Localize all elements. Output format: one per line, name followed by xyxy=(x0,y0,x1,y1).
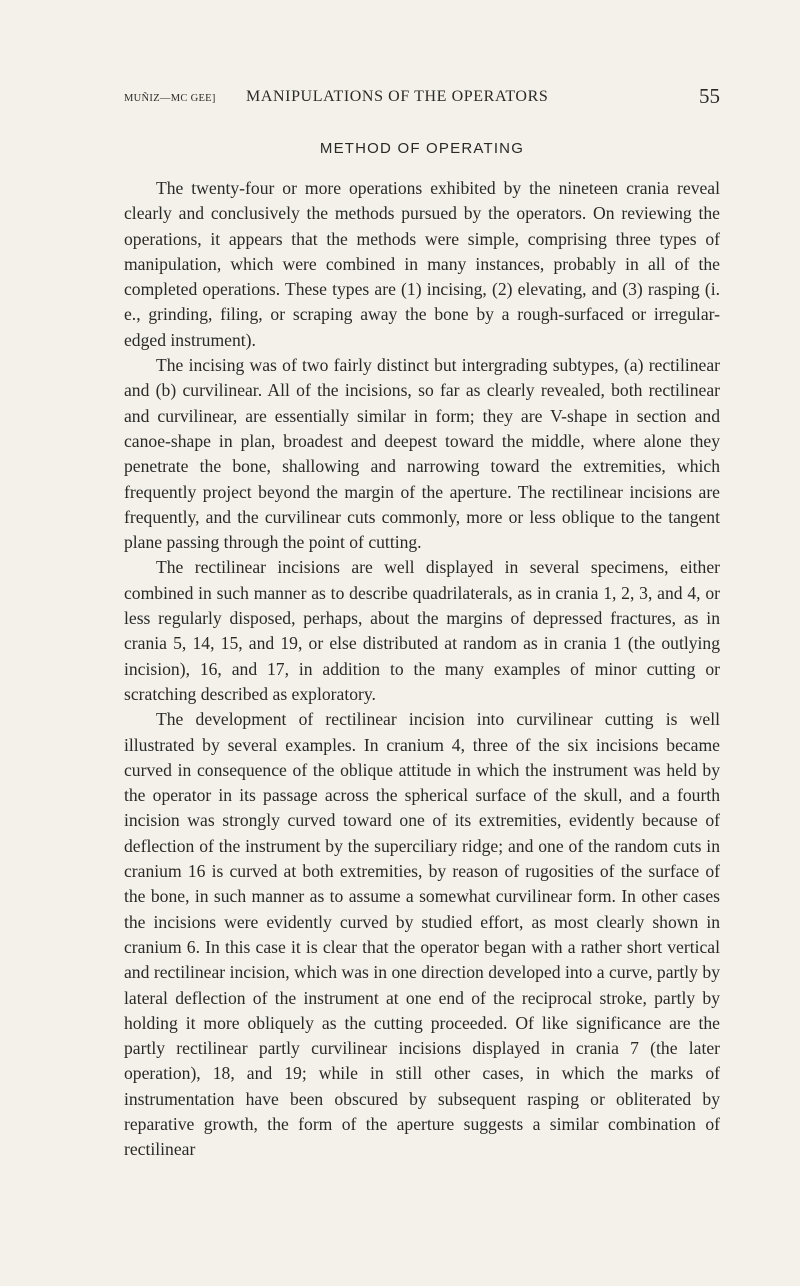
paragraph: The rectilinear incisions are well displayed in several specimens, either combined in such manner as to describe quadrilaterals, as in crania 1, 2, 3, and 4, or less regularly disposed, perhaps, about the margins of depressed fractures, as in crania 5, 14, 15, and 19, or else distributed at random as in crania 1 (the outlying incision), 16, and 17, in addition to the many examples of minor cutting or scratching described as exploratory. xyxy=(124,557,720,704)
running-head-authors: MUÑIZ—MC GEE] xyxy=(124,93,216,104)
paragraph: The incising was of two fairly distinct but intergrading subtypes, (a) rectilinear and (b) curvilinear. All of the incisions, so far as clearly revealed, both rectilinear and curvilinear, are essentially similar in form; they are V-shape in section and canoe-shape in plan, broadest and deepest toward the middle, where alone they penetrate the bone, shallowing and narrowing toward the extremities, which frequently project beyond the margin of the aperture. The rectilinear incisions are frequently, and the curvilinear cuts commonly, more or less oblique to the tangent plane passing through the point of cutting. xyxy=(124,355,720,553)
paragraph: The development of rectilinear incision into curvilinear cutting is well illustrated by several examples. In cranium 4, three of the six incisions became curved in consequence of the oblique attitude in which the instrument was held by the operator in its passage across the spherical surface of the skull, and a fourth incision was strongly curved toward one of its extremities, evidently because of deflection of the instrument by the superciliary ridge; and one of the random cuts in cranium 16 is curved at both extremities, by reason of rugosities of the surface of the bone, in such manner as to assume a somewhat curvilinear form. In other cases the incisions were evidently curved by studied effort, as most clearly shown in cranium 6. In this case it is clear that the operator began with a rather short vertical and rectilinear incision, which was in one direction developed into a curve, partly by lateral deflection of the instrument at one end of the reciprocal stroke, partly by holding it more obliquely as the cutting proceeded. Of like significance are the partly rectilinear partly curvilinear incisions displayed in crania 7 (the later operation), 18, and 19; while in still other cases, in which the marks of instrumentation have been obscured by subsequent rasping or obliterated by reparative growth, the form of the aperture suggests a similar combination of rectilinear xyxy=(124,709,720,1160)
paragraph: The twenty-four or more operations exhibited by the nineteen crania reveal clearly and conclusively the methods pursued by the operators. On reviewing the operations, it appears that the methods were simple, comprising three types of manipulation, which were combined in many instances, probably in all of the completed operations. These types are (1) incising, (2) elevating, and (3) rasping (i. e., grinding, filing, or scraping away the bone by a rough-surfaced or irregular-edged instrument). xyxy=(124,178,720,350)
running-head xyxy=(124,82,720,112)
running-head-title: MANIPULATIONS OF THE OPERATORS xyxy=(246,88,549,105)
section-title: METHOD OF OPERATING xyxy=(319,140,525,157)
body-text xyxy=(124,176,720,1163)
page-number: 55 xyxy=(699,84,720,108)
